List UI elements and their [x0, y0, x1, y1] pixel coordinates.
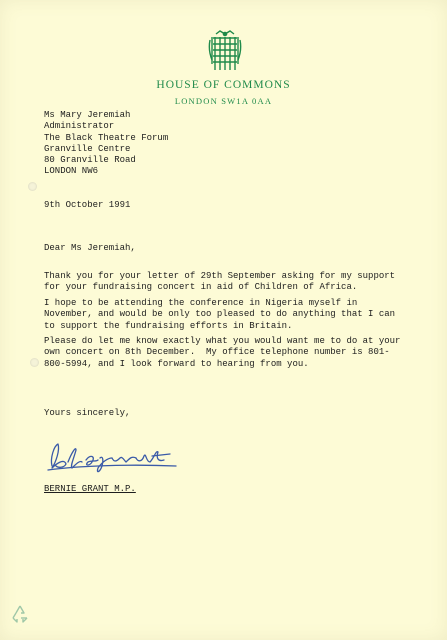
recipient-line: Administrator [44, 121, 115, 132]
paragraph-line: November, and would be only too pleased to do anything that I can [44, 309, 396, 320]
recipient-address [44, 110, 168, 178]
recipient-line: Granville Centre [44, 143, 131, 154]
recipient-line: 80 Granville Road [44, 155, 136, 166]
body-paragraph [44, 336, 414, 370]
recipient-line: LONDON NW6 [44, 166, 99, 177]
letterhead-name: HOUSE OF COMMONS [156, 79, 291, 91]
paragraph-line: for your fundraising concert in aid of Children of Africa. [44, 282, 358, 293]
body-paragraph [44, 298, 414, 332]
closing: Yours sincerely, [44, 408, 131, 418]
letterhead-address: LONDON SW1A 0AA [174, 96, 273, 106]
letter-date: 9th October 1991 [44, 200, 131, 210]
handwritten-signature [46, 436, 180, 476]
paragraph-line: Please do let me know exactly what you would want me to do at your [44, 336, 401, 346]
paragraph-line: Thank you for your letter of 29th September asking for my support [44, 271, 396, 281]
recycle-icon [9, 603, 31, 625]
paragraph-line: own concert on 8th December. My office telephone number is 801- [44, 347, 390, 358]
signer-name: BERNIE GRANT M.P. [44, 484, 136, 494]
portcullis-icon [208, 30, 242, 72]
recipient-line: Ms Mary Jeremiah [44, 110, 131, 120]
punch-hole [28, 182, 37, 191]
body-paragraph [44, 271, 414, 294]
recipient-line: The Black Theatre Forum [44, 132, 169, 143]
paragraph-line: 800-5994, and I look forward to hearing from you. [44, 358, 309, 369]
punch-hole [30, 358, 39, 367]
salutation: Dear Ms Jeremiah, [44, 243, 136, 253]
paragraph-line: I hope to be attending the conference in Nigeria myself in [44, 298, 358, 308]
paragraph-line: to support the fundraising efforts in Britain. [44, 320, 293, 331]
